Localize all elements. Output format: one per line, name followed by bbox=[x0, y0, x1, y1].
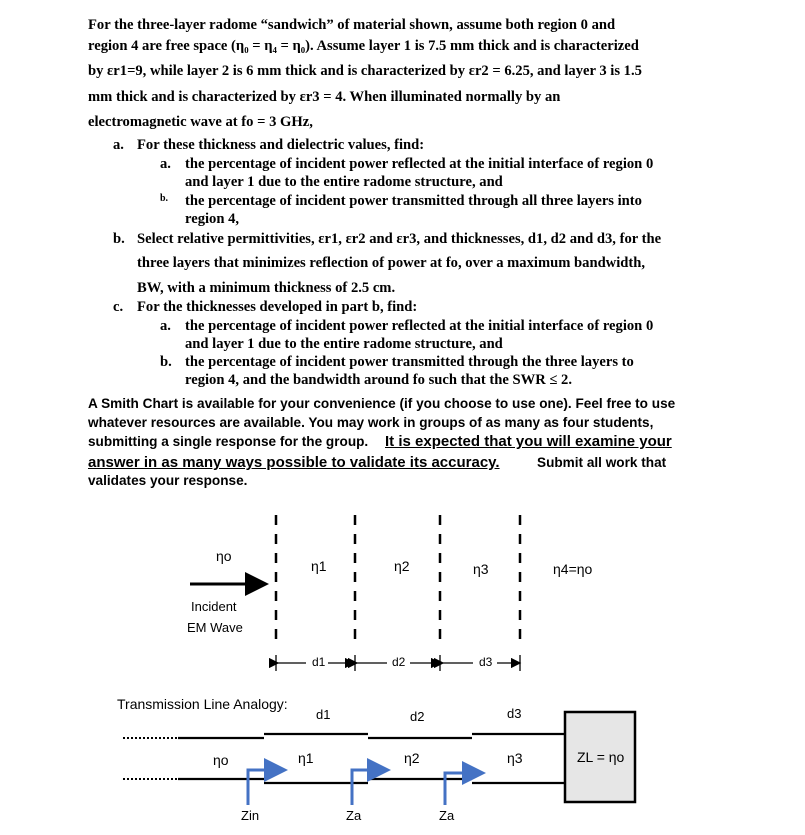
tl-top-conductor bbox=[178, 734, 565, 738]
part-c-marker: c. bbox=[113, 299, 124, 315]
tl-title: Transmission Line Analogy: bbox=[117, 696, 288, 712]
tl-za2-label: Za bbox=[439, 808, 455, 823]
part-b-line3: BW, with a minimum thickness of 2.5 cm. bbox=[137, 280, 396, 296]
eta3-label: η3 bbox=[473, 561, 489, 577]
note-emphasis-1: It is expected that you will examine your bbox=[385, 433, 672, 450]
note-emphasis-2: answer in as many ways possible to validate its accuracy. bbox=[88, 454, 500, 471]
intro-line-1: For the three-layer radome “sandwich” of material shown, assume both region 0 and bbox=[88, 17, 616, 33]
tl-load-label: ZL = ηo bbox=[577, 749, 625, 765]
part-a-item-b-line1: the percentage of incident power transmitted through all three layers into bbox=[185, 193, 642, 209]
tl-eta1-label: η1 bbox=[298, 750, 314, 766]
d3-label: d3 bbox=[479, 655, 493, 669]
part-a-marker: a. bbox=[113, 137, 124, 153]
note-line-1: A Smith Chart is available for your convenience (if you choose to use one). Feel free to use bbox=[88, 396, 676, 411]
eta2-label: η2 bbox=[394, 558, 410, 574]
tl-d1-label: d1 bbox=[316, 707, 331, 722]
tl-reference-arrows bbox=[248, 770, 483, 805]
intro-line-3: by εr1=9, while layer 2 is 6 mm thick and is characterized by εr2 = 6.25, and layer 3 is 1.5 bbox=[88, 63, 642, 79]
incident-label-1: Incident bbox=[191, 599, 237, 614]
part-c-item-a-line2: and layer 1 due to the entire radome structure, and bbox=[185, 336, 503, 352]
tl-source-dots bbox=[123, 738, 178, 779]
note-line-2: whatever resources are available. You may work in groups of as many as four students, bbox=[88, 415, 654, 430]
tl-eta0-label: ηo bbox=[213, 752, 229, 768]
part-c-text: For the thicknesses developed in part b, find: bbox=[137, 299, 418, 315]
part-a-item-b-marker: b. bbox=[160, 193, 169, 204]
d1-label: d1 bbox=[312, 655, 326, 669]
part-a-item-b-line2: region 4, bbox=[185, 211, 240, 227]
note-line-3: submitting a single response for the group. bbox=[88, 434, 369, 449]
part-c-item-a-line1: the percentage of incident power reflected at the initial interface of region 0 bbox=[185, 318, 654, 334]
za1-arrow bbox=[352, 770, 388, 805]
tl-d2-label: d2 bbox=[410, 709, 425, 724]
part-c-item-b-line1: the percentage of incident power transmitted through the three layers to bbox=[185, 354, 634, 370]
tl-eta2-label: η2 bbox=[404, 750, 420, 766]
tl-d3-label: d3 bbox=[507, 706, 522, 721]
part-b-marker: b. bbox=[113, 231, 125, 247]
part-a-item-a-marker: a. bbox=[160, 156, 171, 172]
intro-line-4: mm thick and is characterized by εr3 = 4. When illuminated normally by an bbox=[88, 89, 561, 105]
part-a-text: For these thickness and dielectric values, find: bbox=[137, 137, 425, 153]
part-b-line1: Select relative permittivities, εr1, εr2 and εr3, and thicknesses, d1, d2 and d3, for the bbox=[137, 231, 662, 247]
part-a-item-a-line2: and layer 1 due to the entire radome structure, and bbox=[185, 174, 503, 190]
part-c-item-b-marker: b. bbox=[160, 354, 172, 370]
d2-label: d2 bbox=[392, 655, 406, 669]
incident-label-2: EM Wave bbox=[187, 620, 243, 635]
intro-line-5: electromagnetic wave at fo = 3 GHz, bbox=[88, 114, 313, 130]
tl-zin-label: Zin bbox=[241, 808, 260, 823]
part-c-item-b-line2: region 4, and the bandwidth around fo such that the SWR ≤ 2. bbox=[185, 372, 572, 388]
part-a-item-a-line1: the percentage of incident power reflected at the initial interface of region 0 bbox=[185, 156, 654, 172]
za2-arrow bbox=[445, 773, 483, 805]
note-line-last: validates your response. bbox=[88, 473, 248, 488]
zin-arrow bbox=[248, 770, 285, 805]
part-c-item-a-marker: a. bbox=[160, 318, 171, 334]
eta0-label: ηo bbox=[216, 548, 232, 564]
part-b-line2: three layers that minimizes reflection of power at fo, over a maximum bandwidth, bbox=[137, 255, 646, 271]
eta1-label: η1 bbox=[311, 558, 327, 574]
note-line-submit: Submit all work that bbox=[537, 455, 667, 470]
intro-line-2: region 4 are free space (η₀ = η₄ = η₀). Assume layer 1 is 7.5 mm thick and is characterized bbox=[88, 38, 639, 54]
eta4-label: η4=ηo bbox=[553, 561, 593, 577]
interface-lines bbox=[276, 515, 520, 645]
tl-za1-label: Za bbox=[346, 808, 362, 823]
tl-eta3-label: η3 bbox=[507, 750, 523, 766]
tl-bottom-conductor bbox=[178, 779, 565, 783]
